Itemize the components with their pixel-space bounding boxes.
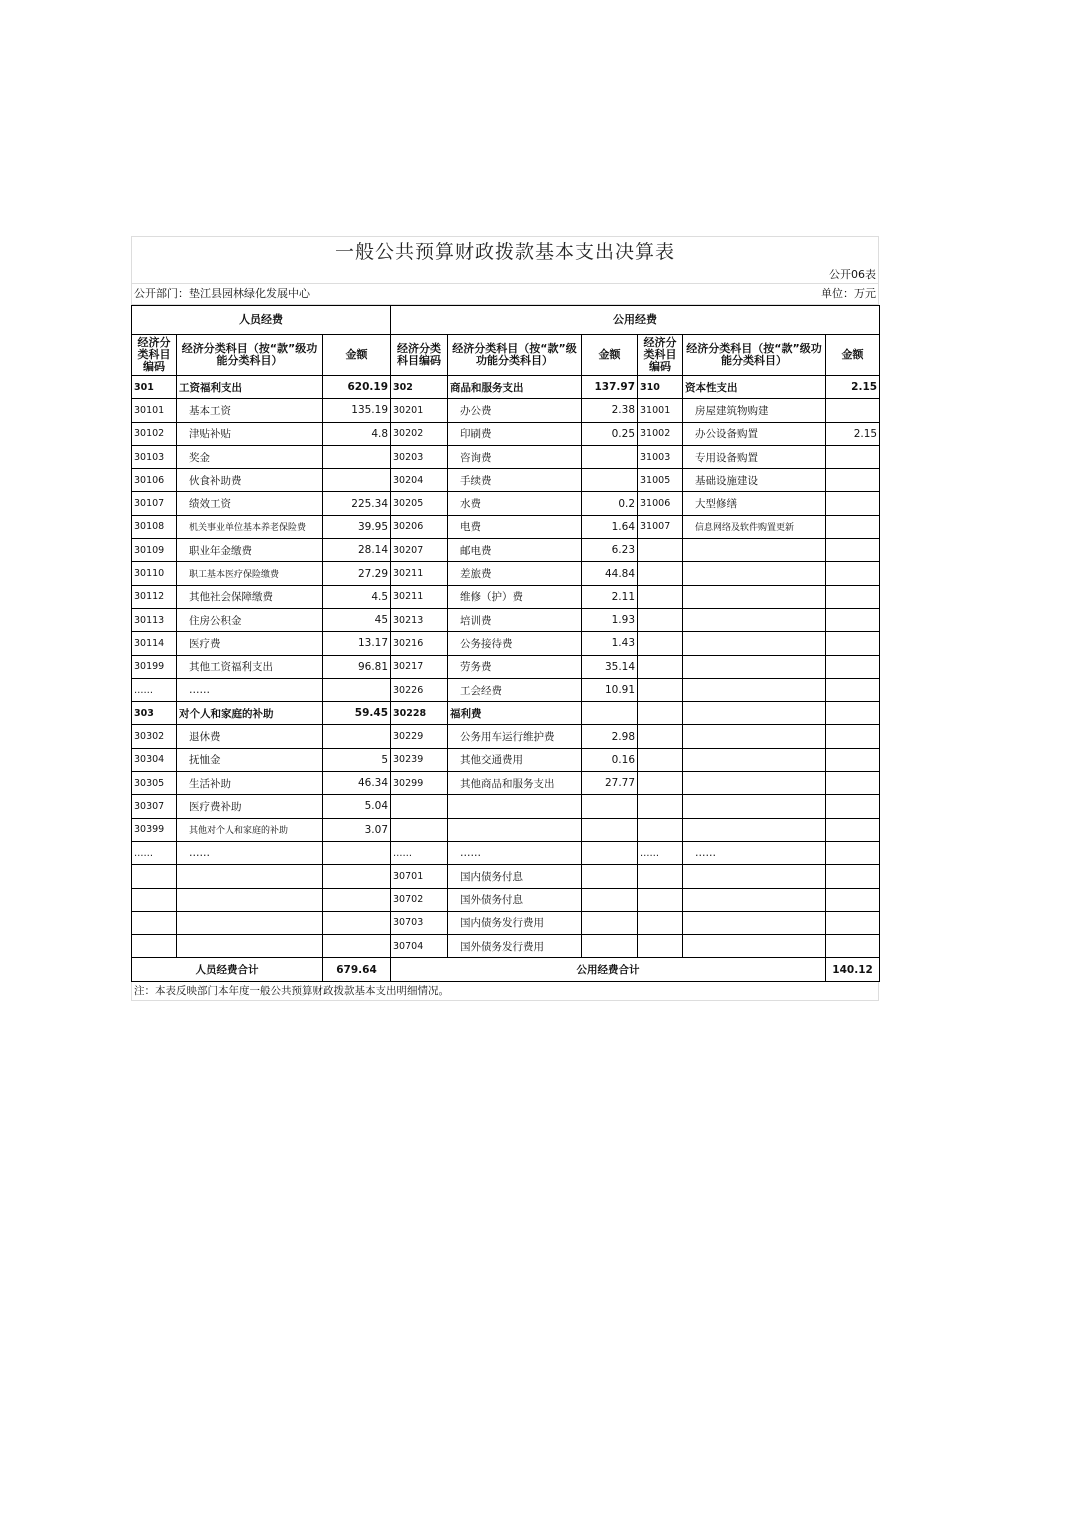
cell-name: 国内债务发行费用 (448, 911, 582, 934)
cell-code: 30199 (132, 655, 177, 678)
cell-code: 30704 (391, 935, 448, 958)
cell-amount: 96.81 (323, 655, 391, 678)
table-row (132, 539, 880, 562)
cell-name: 生活补助 (177, 772, 323, 795)
cell-name (683, 748, 826, 771)
cell-code: 31003 (638, 445, 683, 468)
cell-name (683, 725, 826, 748)
table-row (132, 422, 880, 445)
cell-name: 公务用车运行维护费 (448, 725, 582, 748)
cell-amount: 27.29 (323, 562, 391, 585)
cell-code: 30102 (132, 422, 177, 445)
cell-name (683, 632, 826, 655)
cell-amount: 1.64 (582, 515, 638, 538)
cell-code: 30216 (391, 632, 448, 655)
cell-name: 国外债务发行费用 (448, 935, 582, 958)
cell-name: 手续费 (448, 469, 582, 492)
cell-code: …… (132, 678, 177, 701)
cell-name: 差旅费 (448, 562, 582, 585)
table-row (132, 492, 880, 515)
cell-amount (826, 865, 880, 888)
cell-name: 对个人和家庭的补助 (177, 702, 323, 725)
cell-name (683, 702, 826, 725)
cell-amount: 0.2 (582, 492, 638, 515)
cell-name (683, 865, 826, 888)
table-row (132, 888, 880, 911)
cell-code: 30213 (391, 608, 448, 631)
cell-amount (323, 445, 391, 468)
table-row (132, 818, 880, 841)
cell-code: 303 (132, 702, 177, 725)
cell-code: 31006 (638, 492, 683, 515)
cell-name: 房屋建筑物购建 (683, 399, 826, 422)
cell-name (683, 795, 826, 818)
cell-amount: 620.19 (323, 376, 391, 399)
section-personnel-header: 人员经费 (132, 306, 391, 335)
cell-amount: 35.14 (582, 655, 638, 678)
cell-name: 医疗费补助 (177, 795, 323, 818)
cell-amount: 2.38 (582, 399, 638, 422)
total-personnel-label: 人员经费合计 (132, 958, 323, 981)
cell-code: 310 (638, 376, 683, 399)
cell-code: 30107 (132, 492, 177, 515)
cell-name (683, 935, 826, 958)
cell-amount: 2.11 (582, 585, 638, 608)
cell-amount (323, 841, 391, 864)
cell-name: 医疗费 (177, 632, 323, 655)
cell-code: 30108 (132, 515, 177, 538)
col-amount-header: 金额 (323, 335, 391, 376)
cell-amount: 59.45 (323, 702, 391, 725)
table-row (132, 795, 880, 818)
col-code-header: 经济分类科目编码 (132, 335, 177, 376)
table-row (132, 748, 880, 771)
cell-code: 30217 (391, 655, 448, 678)
cell-code: 31005 (638, 469, 683, 492)
cell-amount (582, 935, 638, 958)
cell-name: 邮电费 (448, 539, 582, 562)
col-name-header: 经济分类科目（按“款”级功能分类科目） (177, 335, 323, 376)
unit-label: 单位：万元 (821, 287, 876, 300)
cell-amount (323, 469, 391, 492)
cell-name (683, 539, 826, 562)
cell-amount (826, 702, 880, 725)
cell-amount: 6.23 (582, 539, 638, 562)
cell-amount: 2.15 (826, 422, 880, 445)
cell-code (391, 795, 448, 818)
cell-name (683, 562, 826, 585)
cell-amount (826, 632, 880, 655)
table-row (132, 445, 880, 468)
cell-name: 职工基本医疗保险缴费 (177, 562, 323, 585)
cell-amount: 0.25 (582, 422, 638, 445)
table-row (132, 911, 880, 934)
cell-code: 30239 (391, 748, 448, 771)
cell-code: 31002 (638, 422, 683, 445)
cell-name: 商品和服务支出 (448, 376, 582, 399)
cell-name: 培训费 (448, 608, 582, 631)
cell-code: 30226 (391, 678, 448, 701)
cell-name (683, 911, 826, 934)
cell-amount (826, 748, 880, 771)
cell-amount: 5 (323, 748, 391, 771)
cell-amount (826, 515, 880, 538)
cell-code: 30103 (132, 445, 177, 468)
cell-code (638, 772, 683, 795)
col-code-header: 经济分类科目编码 (391, 335, 448, 376)
cell-amount (826, 772, 880, 795)
table-row (132, 515, 880, 538)
cell-code: 30211 (391, 562, 448, 585)
cell-amount: 2.98 (582, 725, 638, 748)
cell-amount: 135.19 (323, 399, 391, 422)
cell-amount: 137.97 (582, 376, 638, 399)
cell-code: 30201 (391, 399, 448, 422)
cell-amount (826, 888, 880, 911)
cell-code: 30211 (391, 585, 448, 608)
col-name-header: 经济分类科目（按“款”级功能分类科目） (683, 335, 826, 376)
cell-name: 大型修缮 (683, 492, 826, 515)
cell-code: 30205 (391, 492, 448, 515)
cell-name (683, 608, 826, 631)
cell-amount (323, 911, 391, 934)
cell-name: 津贴补贴 (177, 422, 323, 445)
cell-amount: 1.93 (582, 608, 638, 631)
table-row (132, 376, 880, 399)
meta-row (131, 284, 879, 305)
cell-code (638, 795, 683, 818)
cell-name: 其他对个人和家庭的补助 (177, 818, 323, 841)
cell-amount (323, 678, 391, 701)
footnote: 注：本表反映部门本年度一般公共预算财政拨款基本支出明细情况。 (131, 982, 879, 1001)
table-row (132, 725, 880, 748)
cell-amount: 225.34 (323, 492, 391, 515)
form-number-row (131, 267, 879, 284)
cell-code: 30206 (391, 515, 448, 538)
cell-name: 其他商品和服务支出 (448, 772, 582, 795)
cell-amount (582, 702, 638, 725)
cell-name: 住房公积金 (177, 608, 323, 631)
cell-amount (826, 608, 880, 631)
cell-name: 福利费 (448, 702, 582, 725)
section-public-header: 公用经费 (391, 306, 880, 335)
cell-name: 公务接待费 (448, 632, 582, 655)
cell-amount (826, 445, 880, 468)
cell-name (683, 585, 826, 608)
cell-amount (826, 655, 880, 678)
cell-name: …… (177, 841, 323, 864)
table-row (132, 632, 880, 655)
cell-amount (582, 795, 638, 818)
cell-code: 302 (391, 376, 448, 399)
cell-code (638, 935, 683, 958)
cell-amount (323, 935, 391, 958)
cell-code: 31007 (638, 515, 683, 538)
cell-name (448, 818, 582, 841)
cell-code (638, 818, 683, 841)
cell-code: 30113 (132, 608, 177, 631)
cell-amount: 27.77 (582, 772, 638, 795)
cell-amount (826, 795, 880, 818)
cell-amount (826, 818, 880, 841)
cell-code: 301 (132, 376, 177, 399)
cell-amount (582, 841, 638, 864)
cell-name: 其他工资福利支出 (177, 655, 323, 678)
cell-amount (582, 469, 638, 492)
table-row (132, 678, 880, 701)
cell-amount: 28.14 (323, 539, 391, 562)
cell-name (177, 865, 323, 888)
table-row (132, 772, 880, 795)
table-row (132, 841, 880, 864)
cell-amount (582, 888, 638, 911)
cell-code (391, 818, 448, 841)
cell-name: 其他社会保障缴费 (177, 585, 323, 608)
cell-code (132, 935, 177, 958)
cell-name: 办公费 (448, 399, 582, 422)
cell-amount: 3.07 (323, 818, 391, 841)
total-public-value: 140.12 (826, 958, 880, 981)
cell-amount: 4.5 (323, 585, 391, 608)
cell-name: 退休费 (177, 725, 323, 748)
cell-amount (582, 818, 638, 841)
cell-code (638, 748, 683, 771)
cell-amount: 1.43 (582, 632, 638, 655)
cell-name: 电费 (448, 515, 582, 538)
cell-code: 30304 (132, 748, 177, 771)
cell-name: 信息网络及软件购置更新 (683, 515, 826, 538)
cell-code (638, 702, 683, 725)
cell-code (638, 911, 683, 934)
cell-amount (582, 911, 638, 934)
cell-code: 30302 (132, 725, 177, 748)
cell-name: 职业年金缴费 (177, 539, 323, 562)
table-row (132, 702, 880, 725)
cell-code: 30702 (391, 888, 448, 911)
cell-amount (323, 725, 391, 748)
cell-code: 30299 (391, 772, 448, 795)
cell-amount (826, 725, 880, 748)
cell-amount (826, 492, 880, 515)
cell-code: 30229 (391, 725, 448, 748)
cell-code: 30228 (391, 702, 448, 725)
cell-amount: 0.16 (582, 748, 638, 771)
cell-amount (826, 841, 880, 864)
table-body (132, 376, 880, 958)
cell-name: 国外债务付息 (448, 888, 582, 911)
cell-name (177, 888, 323, 911)
cell-code (638, 888, 683, 911)
cell-amount (826, 585, 880, 608)
cell-amount (826, 469, 880, 492)
cell-amount: 44.84 (582, 562, 638, 585)
total-personnel-value: 679.64 (323, 958, 391, 981)
cell-name (177, 911, 323, 934)
cell-name (683, 818, 826, 841)
cell-code: 30112 (132, 585, 177, 608)
cell-code: 30202 (391, 422, 448, 445)
cell-amount: 4.8 (323, 422, 391, 445)
cell-amount (826, 935, 880, 958)
cell-name: …… (177, 678, 323, 701)
cell-amount: 2.15 (826, 376, 880, 399)
cell-amount (582, 865, 638, 888)
table-row (132, 655, 880, 678)
table-row (132, 399, 880, 422)
cell-code: …… (132, 841, 177, 864)
cell-code: …… (391, 841, 448, 864)
cell-name: 机关事业单位基本养老保险费 (177, 515, 323, 538)
cell-name: 水费 (448, 492, 582, 515)
cell-code: …… (638, 841, 683, 864)
cell-name: …… (448, 841, 582, 864)
cell-name: 绩效工资 (177, 492, 323, 515)
cell-amount (323, 888, 391, 911)
cell-name: 资本性支出 (683, 376, 826, 399)
cell-amount (826, 539, 880, 562)
cell-amount (582, 445, 638, 468)
cell-code: 30307 (132, 795, 177, 818)
cell-name: 基本工资 (177, 399, 323, 422)
cell-name: 抚恤金 (177, 748, 323, 771)
cell-code (638, 608, 683, 631)
cell-name: 奖金 (177, 445, 323, 468)
table-row (132, 935, 880, 958)
table-row (132, 865, 880, 888)
cell-name (448, 795, 582, 818)
cell-name (683, 772, 826, 795)
cell-code (638, 562, 683, 585)
cell-code: 30114 (132, 632, 177, 655)
department-label: 公开部门：垫江县园林绿化发展中心 (134, 287, 310, 300)
cell-amount (826, 399, 880, 422)
cell-name: 劳务费 (448, 655, 582, 678)
col-amount-header: 金额 (582, 335, 638, 376)
cell-amount (826, 562, 880, 585)
cell-amount: 45 (323, 608, 391, 631)
cell-name: 其他交通费用 (448, 748, 582, 771)
cell-code: 30207 (391, 539, 448, 562)
cell-name: 印刷费 (448, 422, 582, 445)
cell-code (132, 911, 177, 934)
cell-name: 工资福利支出 (177, 376, 323, 399)
table-row (132, 469, 880, 492)
cell-name (177, 935, 323, 958)
cell-amount: 5.04 (323, 795, 391, 818)
cell-code: 30399 (132, 818, 177, 841)
cell-code: 30701 (391, 865, 448, 888)
table-row (132, 562, 880, 585)
cell-code: 30109 (132, 539, 177, 562)
cell-amount: 13.17 (323, 632, 391, 655)
cell-amount (826, 911, 880, 934)
cell-code (638, 539, 683, 562)
cell-code (132, 888, 177, 911)
cell-name: …… (683, 841, 826, 864)
cell-name: 维修（护）费 (448, 585, 582, 608)
cell-code: 30106 (132, 469, 177, 492)
cell-code (638, 585, 683, 608)
cell-name (683, 655, 826, 678)
report-sheet (131, 236, 879, 1001)
table-row (132, 585, 880, 608)
cell-name: 伙食补助费 (177, 469, 323, 492)
cell-code (638, 725, 683, 748)
col-code-header: 经济分类科目编码 (638, 335, 683, 376)
cell-name (683, 888, 826, 911)
form-number: 公开06表 (829, 268, 876, 281)
table-row (132, 608, 880, 631)
cell-code (638, 678, 683, 701)
col-name-header: 经济分类科目（按“款”级功能分类科目） (448, 335, 582, 376)
cell-name: 专用设备购置 (683, 445, 826, 468)
cell-code: 31001 (638, 399, 683, 422)
cell-code (638, 655, 683, 678)
cell-code (638, 632, 683, 655)
total-public-label: 公用经费合计 (391, 958, 826, 981)
cell-code (132, 865, 177, 888)
cell-amount (826, 678, 880, 701)
cell-amount: 39.95 (323, 515, 391, 538)
report-title: 一般公共预算财政拨款基本支出决算表 (131, 236, 879, 267)
cell-code: 30110 (132, 562, 177, 585)
expense-table (131, 305, 880, 982)
cell-code: 30305 (132, 772, 177, 795)
cell-amount: 10.91 (582, 678, 638, 701)
cell-name: 基础设施建设 (683, 469, 826, 492)
cell-code: 30101 (132, 399, 177, 422)
cell-name: 咨询费 (448, 445, 582, 468)
cell-code (638, 865, 683, 888)
cell-amount: 46.34 (323, 772, 391, 795)
cell-name: 办公设备购置 (683, 422, 826, 445)
cell-amount (323, 865, 391, 888)
col-amount-header: 金额 (826, 335, 880, 376)
cell-name: 工会经费 (448, 678, 582, 701)
cell-code: 30703 (391, 911, 448, 934)
cell-code: 30203 (391, 445, 448, 468)
cell-name: 国内债务付息 (448, 865, 582, 888)
cell-name (683, 678, 826, 701)
cell-code: 30204 (391, 469, 448, 492)
